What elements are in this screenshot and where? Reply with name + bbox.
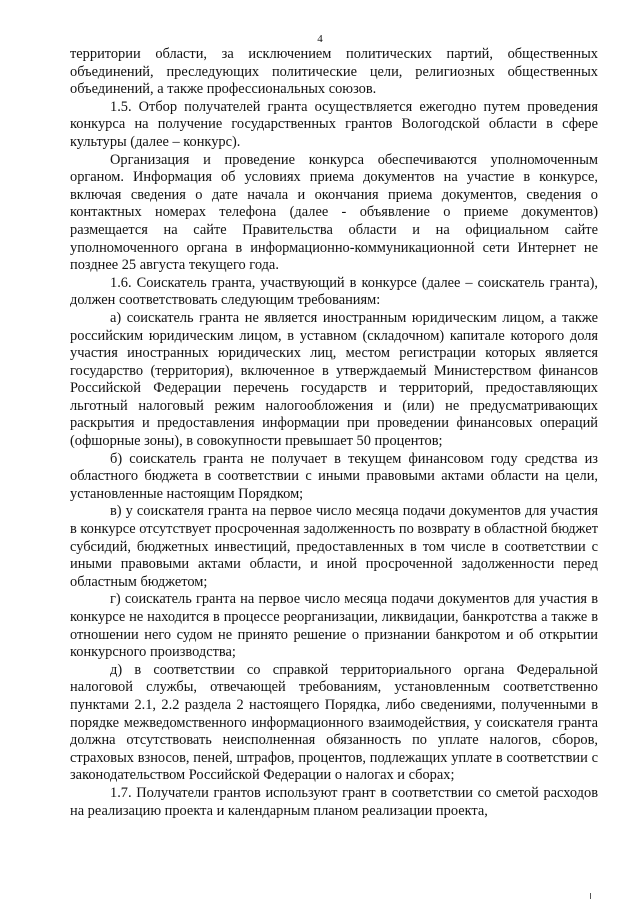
paragraph-item-v: в) у соискателя гранта на первое число месяца подачи документов для участия в конкурсе отсутствует просроченная задолженность по возврату в областной бюджет субсидий, бюджетных инвестиций, предоставленных в том числе в соответствии с иными правовыми актами области, и иной просроченной задолженности перед областным бюджетом;: [70, 503, 598, 590]
scan-mark: [590, 893, 591, 899]
paragraph-organization: Организация и проведение конкурса обеспечиваются уполномоченным органом. Информация об условиях приема документов на участие в конкурсе, включая сведения о дате начала и окончания приема документов, сведения о контактных номерах телефона (далее - объявление о приеме документов) размещается на сайте Правительства области и на официальном сайте уполномоченного органа в информационно-коммуникационной сети Интернет не позднее 25 августа текущего года.: [70, 151, 598, 274]
page-number: 4: [317, 33, 323, 45]
paragraph-1-5: 1.5. Отбор получателей гранта осуществляется ежегодно путем проведения конкурса на получение государственных грантов Вологодской области в сфере культуры (далее – конкурс).: [70, 98, 598, 150]
paragraph-1-6: 1.6. Соискатель гранта, участвующий в конкурсе (далее – соискатель гранта), должен соответствовать следующим требованиям:: [70, 274, 598, 309]
paragraph-item-d: д) в соответствии со справкой территориального органа Федеральной налоговой службы, отвечающей требованиям, установленным соответственно пунктами 2.1, 2.2 раздела 2 настоящего Порядка, либо сведениями, полученными в порядке межведомственного информационного взаимодействия, у соискателя гранта должна отсутствовать неисполненная обязанность по уплате налогов, сборов, страховых взносов, пеней, штрафов, процентов, подлежащих уплате в соответствии с законодательством Российской Федерации о налогах и сборах;: [70, 661, 598, 784]
paragraph-1-7: 1.7. Получатели грантов используют грант в соответствии со сметой расходов на реализацию проекта и календарным планом реализации проекта,: [70, 784, 598, 819]
paragraph-item-a: а) соискатель гранта не является иностранным юридическим лицом, а также российским юридическим лицом, в уставном (складочном) капитале которого доля участия иностранных юридических лиц, местом регистрации которых является государство (территория), включенное в утверждаемый Министерством финансов Российской Федерации перечень государств и территорий, предоставляющих льготный налоговый режим налогообложения и (или) не предусматривающих раскрытия и предоставления информации при проведении финансовых операций (офшорные зоны), в совокупности превышает 50 процентов;: [70, 309, 598, 450]
paragraph-item-b: б) соискатель гранта не получает в текущем финансовом году средства из областного бюджета в соответствии с иными правовыми актами области на цели, установленные настоящим Порядком;: [70, 450, 598, 502]
paragraph-continuation: территории области, за исключением политических партий, общественных объединений, преследующих политические цели, религиозных общественных объединений, а также профессиональных союзов.: [70, 46, 598, 98]
paragraph-item-g: г) соискатель гранта на первое число месяца подачи документов для участия в конкурсе не находится в процессе реорганизации, ликвидации, банкротства а также в отношении него судом не принято решение о признании банкротом и об открытии конкурсного производства;: [70, 591, 598, 661]
document-body: [70, 46, 598, 820]
